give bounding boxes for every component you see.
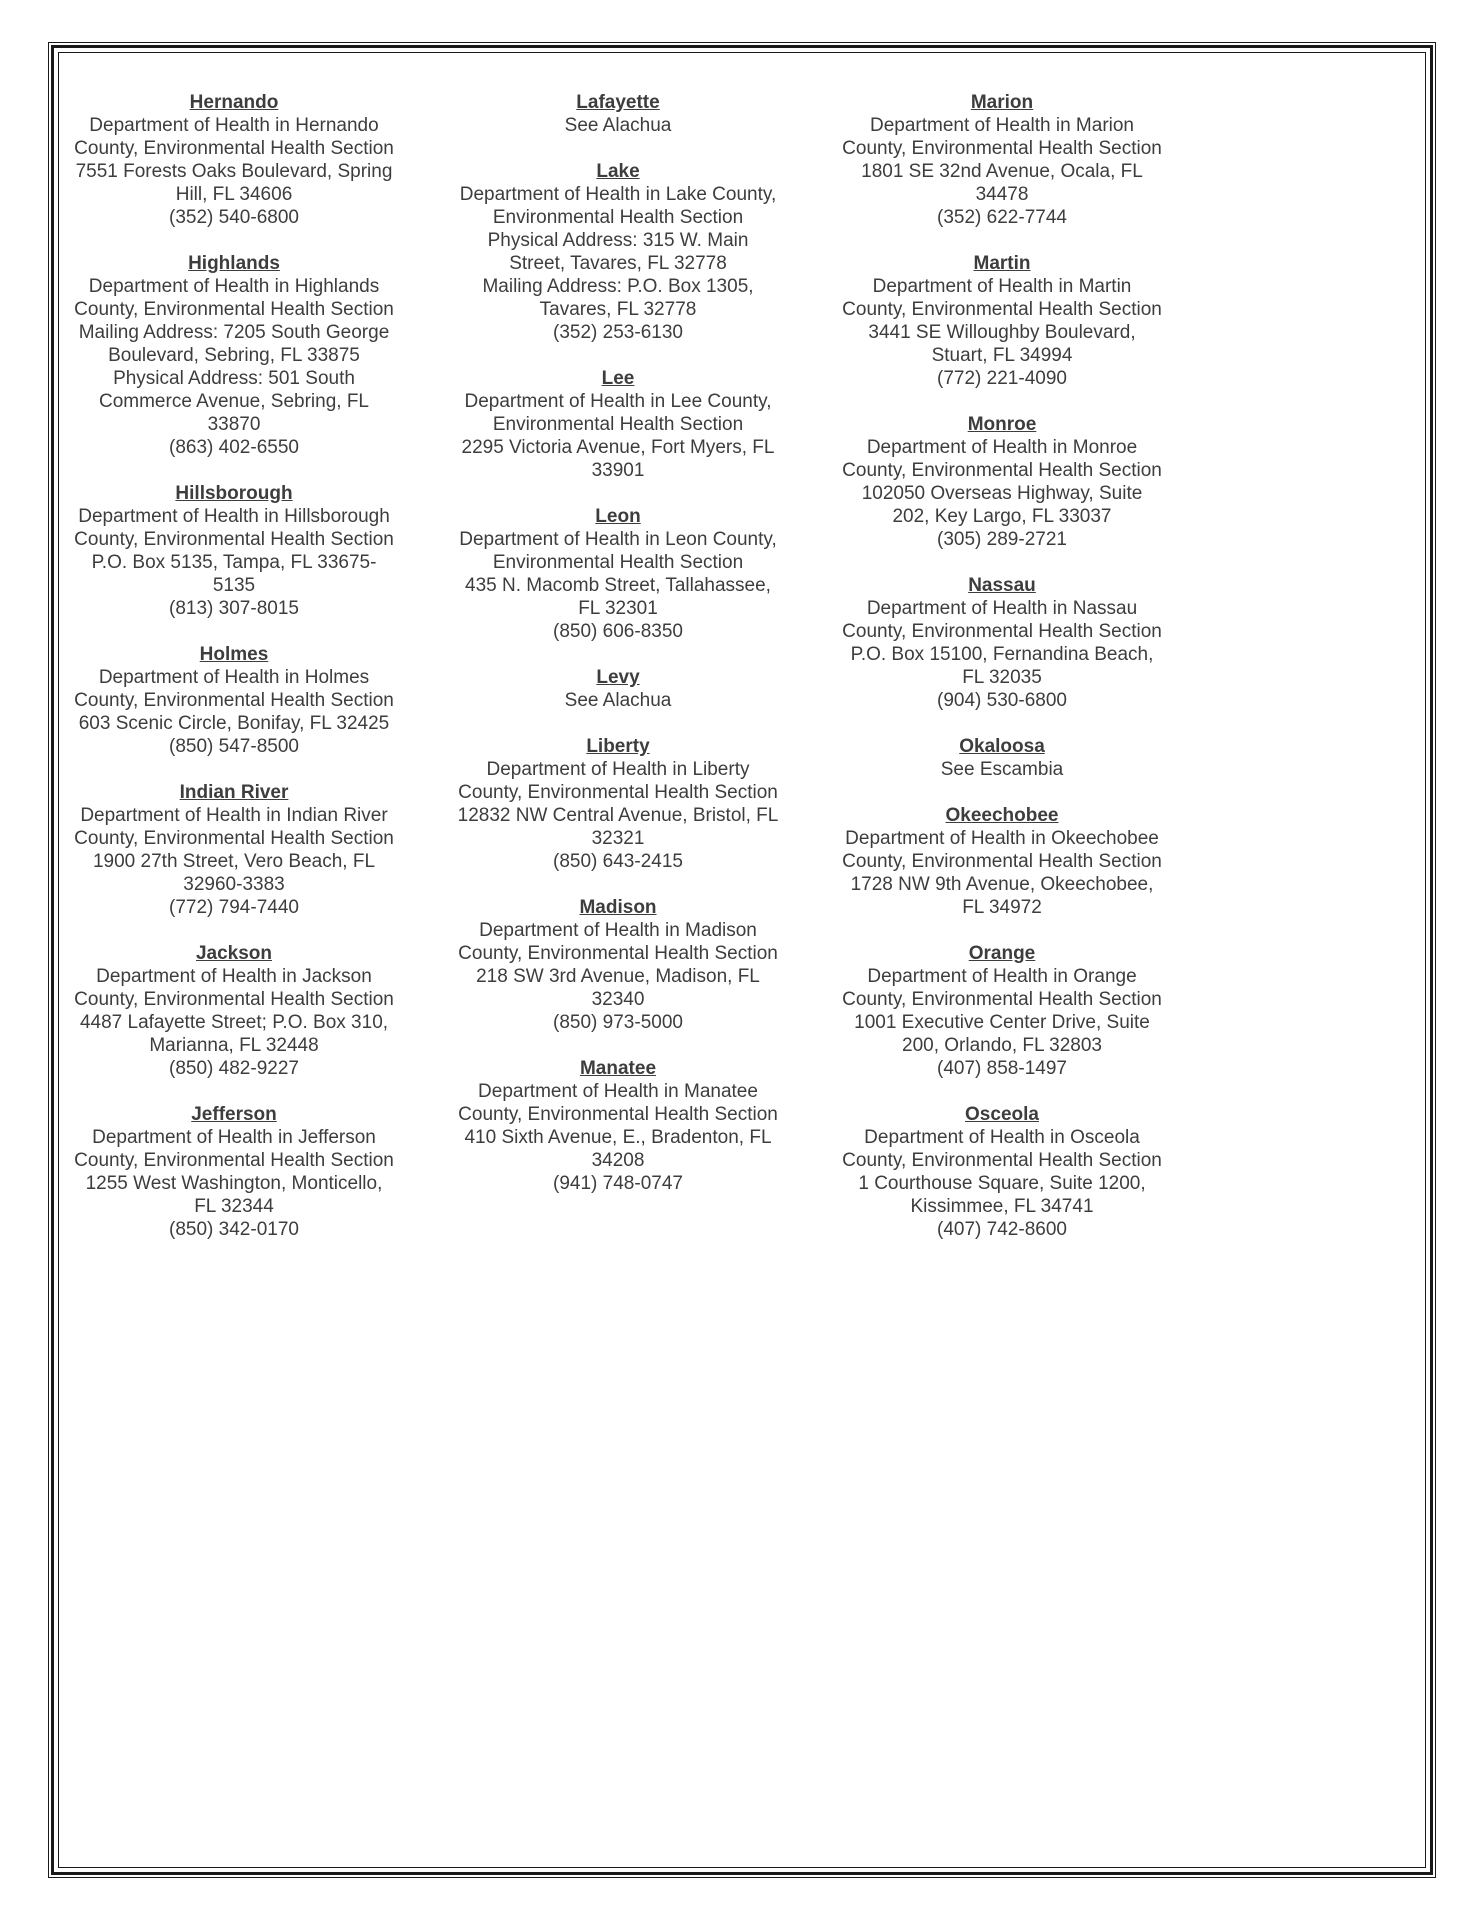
entry-line: 218 SW 3rd Avenue, Madison, FL 32340 xyxy=(476,966,760,1010)
entry-line: (941) 748-0747 xyxy=(553,1173,683,1194)
entry-line: 1255 West Washington, Monticello, FL 32344 xyxy=(85,1173,383,1217)
county-title: Okeechobee xyxy=(945,805,1059,826)
county-title: Orange xyxy=(968,943,1036,964)
entry-line: P.O. Box 15100, Fernandina Beach, FL 32035 xyxy=(850,644,1154,688)
county-entry xyxy=(73,1103,395,1241)
entry-line: 603 Scenic Circle, Bonifay, FL 32425 xyxy=(78,713,390,734)
county-entry xyxy=(841,413,1163,551)
county-title: Lafayette xyxy=(576,92,660,113)
county-entry xyxy=(457,666,779,712)
county-title: Leon xyxy=(595,506,641,527)
county-entry xyxy=(457,367,779,482)
directory-column xyxy=(73,91,395,1264)
county-title: Martin xyxy=(973,253,1031,274)
entry-line: 435 N. Macomb Street, Tallahassee, FL 32301 xyxy=(465,575,771,619)
county-title: Manatee xyxy=(579,1058,657,1079)
county-title: Lee xyxy=(601,368,635,389)
county-entry xyxy=(73,252,395,459)
entry-line: 4487 Lafayette Street; P.O. Box 310, Marianna, FL 32448 xyxy=(79,1012,389,1056)
entry-line: Department of Health in Leon County, Environmental Health Section xyxy=(459,529,777,573)
entry-line: (863) 402-6550 xyxy=(169,437,299,458)
county-title: Holmes xyxy=(199,644,269,665)
entry-line: Department of Health in Lake County, Environmental Health Section xyxy=(459,184,777,228)
entry-line: (850) 606-8350 xyxy=(553,621,683,642)
entry-line: Department of Health in Okeechobee County, Environmental Health Section xyxy=(842,828,1162,872)
entry-line: See Alachua xyxy=(564,115,672,136)
county-title: Jackson xyxy=(195,943,273,964)
entry-line: (850) 342-0170 xyxy=(169,1219,299,1240)
entry-line: 410 Sixth Avenue, E., Bradenton, FL 34208 xyxy=(464,1127,772,1171)
entry-line: (813) 307-8015 xyxy=(169,598,299,619)
county-entry xyxy=(457,896,779,1034)
entry-line: Physical Address: 501 South Commerce Avenue, Sebring, FL 33870 xyxy=(98,368,369,435)
entry-line: Department of Health in Madison County, Environmental Health Section xyxy=(458,920,778,964)
entry-line: Department of Health in Martin County, Environmental Health Section xyxy=(842,276,1162,320)
entry-line: Department of Health in Marion County, Environmental Health Section xyxy=(842,115,1162,159)
county-title: Jefferson xyxy=(191,1104,277,1125)
county-entry xyxy=(841,942,1163,1080)
entry-line: Mailing Address: P.O. Box 1305, Tavares, FL 32778 xyxy=(482,276,754,320)
county-title: Lake xyxy=(596,161,640,182)
county-entry xyxy=(73,643,395,758)
county-entry xyxy=(457,91,779,137)
county-title: Madison xyxy=(579,897,657,918)
entry-line: (772) 794-7440 xyxy=(169,897,299,918)
entry-line: Department of Health in Jefferson County, Environmental Health Section xyxy=(74,1127,394,1171)
page-border-middle xyxy=(51,45,1433,1875)
entry-line: (850) 482-9227 xyxy=(169,1058,299,1079)
entry-line: Department of Health in Holmes County, Environmental Health Section xyxy=(74,667,394,711)
county-title: Marion xyxy=(970,92,1034,113)
entry-line: (352) 253-6130 xyxy=(553,322,683,343)
entry-line: Department of Health in Jackson County, Environmental Health Section xyxy=(74,966,394,1010)
entry-line: (850) 547-8500 xyxy=(169,736,299,757)
county-entry xyxy=(73,942,395,1080)
entry-line: (772) 221-4090 xyxy=(937,368,1067,389)
entry-line: 12832 NW Central Avenue, Bristol, FL 32321 xyxy=(457,805,779,849)
entry-line: Mailing Address: 7205 South George Boulevard, Sebring, FL 33875 xyxy=(78,322,390,366)
county-title: Osceola xyxy=(965,1104,1039,1125)
directory-column xyxy=(841,91,1163,1264)
entry-line: 1801 SE 32nd Avenue, Ocala, FL 34478 xyxy=(861,161,1143,205)
entry-line: 1 Courthouse Square, Suite 1200, Kissimmee, FL 34741 xyxy=(858,1173,1146,1217)
county-entry xyxy=(841,804,1163,919)
entry-line: Physical Address: 315 W. Main Street, Tavares, FL 32778 xyxy=(487,230,749,274)
entry-line: Department of Health in Osceola County, Environmental Health Section xyxy=(842,1127,1162,1171)
entry-line: (352) 622-7744 xyxy=(937,207,1067,228)
entry-line: 7551 Forests Oaks Boulevard, Spring Hill, FL 34606 xyxy=(75,161,393,205)
entry-line: Department of Health in Manatee County, Environmental Health Section xyxy=(458,1081,778,1125)
entry-line: Department of Health in Nassau County, Environmental Health Section xyxy=(842,598,1162,642)
entry-line: 1900 27th Street, Vero Beach, FL 32960-3383 xyxy=(92,851,376,895)
county-entry xyxy=(457,735,779,873)
county-entry xyxy=(73,91,395,229)
entry-line: 1001 Executive Center Drive, Suite 200, Orlando, FL 32803 xyxy=(854,1012,1150,1056)
entry-line: Department of Health in Orange County, Environmental Health Section xyxy=(842,966,1162,1010)
county-entry xyxy=(73,781,395,919)
directory-column xyxy=(457,91,779,1264)
entry-line: (904) 530-6800 xyxy=(937,690,1067,711)
entry-line: (850) 643-2415 xyxy=(553,851,683,872)
county-title: Okaloosa xyxy=(959,736,1045,757)
entry-line: (850) 973-5000 xyxy=(553,1012,683,1033)
entry-line: (305) 289-2721 xyxy=(937,529,1067,550)
county-title: Liberty xyxy=(586,736,650,757)
county-entry xyxy=(457,505,779,643)
entry-line: (407) 858-1497 xyxy=(937,1058,1067,1079)
county-entry xyxy=(841,252,1163,390)
county-title: Hernando xyxy=(189,92,279,113)
entry-line: Department of Health in Lee County, Environmental Health Section xyxy=(464,391,772,435)
entry-line: 1728 NW 9th Avenue, Okeechobee, FL 34972 xyxy=(850,874,1154,918)
entry-line: Department of Health in Indian River County, Environmental Health Section xyxy=(74,805,394,849)
county-title: Monroe xyxy=(967,414,1037,435)
entry-line: See Alachua xyxy=(564,690,672,711)
page-border-inner xyxy=(58,52,1426,1868)
entry-line: Department of Health in Monroe County, Environmental Health Section xyxy=(842,437,1162,481)
entry-line: Department of Health in Highlands County, Environmental Health Section xyxy=(74,276,394,320)
county-entry xyxy=(457,1057,779,1195)
county-entry xyxy=(841,91,1163,229)
entry-line: 2295 Victoria Avenue, Fort Myers, FL 33901 xyxy=(461,437,775,481)
county-entry xyxy=(457,160,779,344)
entry-line: (407) 742-8600 xyxy=(937,1219,1067,1240)
entry-line: Department of Health in Liberty County, Environmental Health Section xyxy=(458,759,778,803)
county-title: Levy xyxy=(596,667,640,688)
county-title: Nassau xyxy=(968,575,1036,596)
entry-line: 3441 SE Willoughby Boulevard, Stuart, FL 34994 xyxy=(868,322,1136,366)
county-title: Highlands xyxy=(188,253,280,274)
page-border-outer xyxy=(48,42,1436,1878)
county-title: Hillsborough xyxy=(175,483,293,504)
entry-line: See Escambia xyxy=(940,759,1064,780)
county-entry xyxy=(73,482,395,620)
entry-line: P.O. Box 5135, Tampa, FL 33675-5135 xyxy=(91,552,377,596)
entry-line: (352) 540-6800 xyxy=(169,207,299,228)
directory-columns xyxy=(73,91,1425,1264)
entry-line: Department of Health in Hillsborough County, Environmental Health Section xyxy=(74,506,394,550)
county-title: Indian River xyxy=(179,782,289,803)
county-entry xyxy=(841,735,1163,781)
county-entry xyxy=(841,1103,1163,1241)
entry-line: 102050 Overseas Highway, Suite 202, Key Largo, FL 33037 xyxy=(861,483,1143,527)
entry-line: Department of Health in Hernando County, Environmental Health Section xyxy=(74,115,394,159)
county-entry xyxy=(841,574,1163,712)
